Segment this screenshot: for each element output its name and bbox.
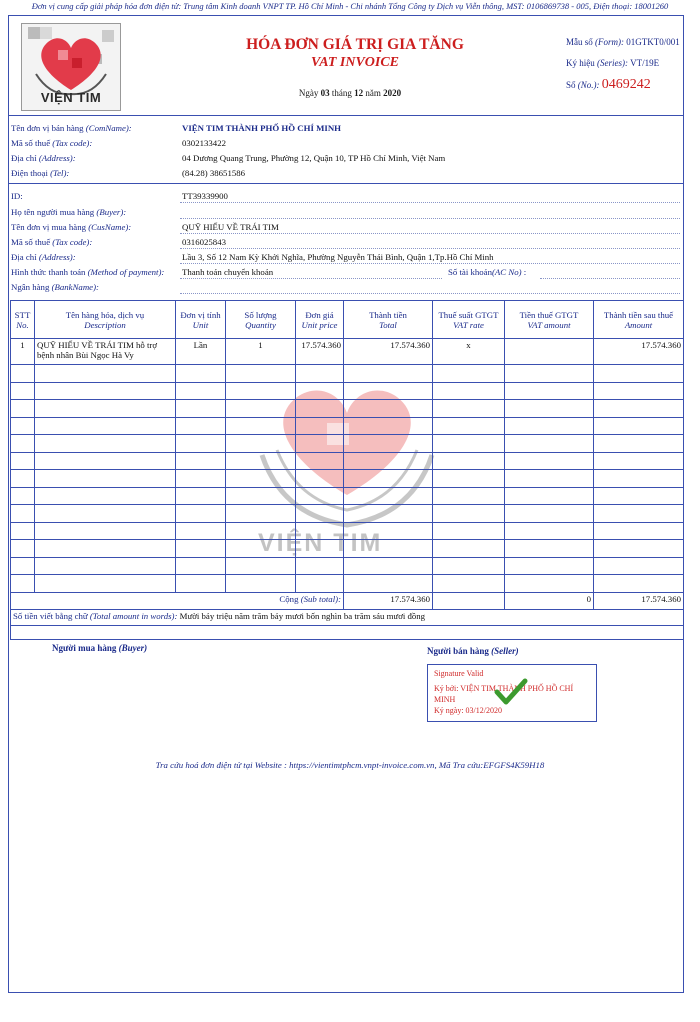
buyer-signature-label: Người mua hàng (Buyer)	[52, 643, 148, 653]
col-header: STT No.	[11, 301, 35, 339]
provider-note: Đơn vị cung cấp giải pháp hóa đơn điện tử: Trung tâm Kinh doanh VNPT TP. Hồ Chí Minh - Chi nhánh Tổng Công ty Dịch vụ Viễn thông, MST: 0106869738 - 005, Điện thoại: 18001260	[31, 1, 669, 11]
seller-tax-label: Mã số thuế (Tax code):	[11, 138, 93, 148]
col-header: Đơn giá Unit price	[296, 301, 344, 339]
table-row	[11, 400, 684, 418]
vat-total-value: 0	[505, 592, 594, 610]
table-row	[11, 435, 684, 453]
amount-in-words-row: Số tiền viết bằng chữ (Total amount in words): Mười bảy triệu năm trăm bảy mươi bốn nghìn ba trăm sáu mươi đồng	[11, 610, 684, 626]
invoice-title-en: VAT INVOICE	[310, 55, 400, 70]
invoice-date: Ngày 03 tháng 12 năm 2020	[298, 88, 402, 98]
date-month: 12	[354, 88, 364, 98]
table-row	[11, 487, 684, 505]
date-day: 03	[320, 88, 330, 98]
table-row: 1 QUỸ HIẾU VỀ TRÁI TIM hỗ trợ bệnh nhân Bùi Ngọc Hà Vy Lần 1 17.574.360 17.574.360 x 17.574.360	[11, 339, 684, 365]
seller-address-label: Địa chỉ (Address):	[11, 153, 76, 163]
buyer-id-label: ID:	[11, 191, 23, 201]
buyer-tax-label: Mã số thuế (Tax code):	[11, 237, 93, 247]
table-row	[11, 470, 684, 488]
col-header: Thuế suất GTGT VAT rate	[433, 301, 505, 339]
amount-in-words: Mười bảy triệu năm trăm bảy mươi bốn nghìn ba trăm sáu mươi đồng	[179, 611, 426, 621]
col-header: Thành tiền Total	[344, 301, 433, 339]
buyer-id: TT39339900	[182, 191, 228, 201]
subtotal-value: 17.574.360	[344, 592, 433, 610]
account-no-label: Số tài khoản(AC No) :	[448, 267, 527, 277]
bank-name-label: Ngân hàng (BankName):	[11, 282, 99, 292]
invoice-title-vn: HÓA ĐƠN GIÁ TRỊ GIA TĂNG	[246, 36, 464, 53]
buyer-address: Lầu 3, Số 12 Nam Kỳ Khởi Nghĩa, Phường Nguyễn Thái Bình, Quận 1,Tp.Hồ Chí Minh	[182, 252, 494, 262]
table-row	[11, 417, 684, 435]
subtotal-row: Cộng (Sub total): 17.574.360 0 17.574.360	[11, 592, 684, 610]
checkmark-icon	[494, 678, 528, 706]
table-header-row	[11, 301, 684, 339]
seller-tel: (84.28) 38651586	[182, 168, 246, 178]
buyer-company-label: Tên đơn vị mua hàng (CusName):	[11, 222, 132, 232]
series-number: Ký hiệu (Series): VT/19E	[566, 58, 660, 68]
buyer-tax: 0316025843	[182, 237, 226, 247]
payment-method-label: Hình thức thanh toán (Method of payment):	[11, 267, 165, 277]
watermark-wordmark: VIỆN TIM	[258, 529, 383, 557]
amount-total-value: 17.574.360	[594, 592, 684, 610]
signature-signer: Ký bởi: VIỆN TIM THÀNH PHỐ HỒ CHÍ MINH	[434, 684, 574, 704]
col-header: Đơn vị tính Unit	[176, 301, 226, 339]
table-row	[11, 382, 684, 400]
signature-date: Ký ngày: 03/12/2020	[434, 706, 502, 715]
form-number: Mẫu số (Form): 01GTKT0/001	[566, 37, 680, 47]
table-row	[11, 575, 684, 593]
table-row	[11, 522, 684, 540]
divider	[8, 183, 684, 184]
divider	[8, 115, 684, 116]
table-row	[11, 540, 684, 558]
seller-name: VIỆN TIM THÀNH PHỐ HỒ CHÍ MINH	[182, 123, 342, 133]
date-year: 2020	[383, 88, 402, 98]
item-description: QUỸ HIẾU VỀ TRÁI TIM hỗ trợ bệnh nhân Bùi Ngọc Hà Vy	[35, 339, 176, 365]
seller-address: 04 Dương Quang Trung, Phường 12, Quận 10, TP Hồ Chí Minh, Việt Nam	[182, 153, 446, 163]
table-row	[11, 557, 684, 575]
seller-tel-label: Điện thoại (Tel):	[11, 168, 70, 178]
logo-wordmark: VIỆN TIM	[40, 90, 102, 105]
signature-valid: Signature Valid	[434, 669, 484, 678]
seller-name-label: Tên đơn vị bán hàng (ComName):	[11, 123, 132, 133]
lookup-footer: Tra cứu hoá đơn điện tử tại Website : https://vientimtphcm.vnpt-invoice.com.vn, Mã Tra cứu:EFGFS4K59H18	[155, 760, 545, 770]
col-header: Tiền thuế GTGT VAT amount	[505, 301, 594, 339]
payment-method: Thanh toán chuyển khoản	[182, 267, 274, 277]
buyer-name-label: Họ tên người mua hàng (Buyer):	[11, 207, 127, 217]
buyer-address-label: Địa chỉ (Address):	[11, 252, 76, 262]
invoice-number: Số (No.): 0469242	[566, 77, 651, 92]
col-header: Tên hàng hóa, dịch vụ Description	[35, 301, 176, 339]
table-row	[11, 452, 684, 470]
table-row	[11, 365, 684, 383]
seller-signature-label: Người bán hàng (Seller)	[427, 646, 519, 656]
table-row	[11, 505, 684, 523]
items-table	[10, 300, 684, 640]
seller-tax: 0302133422	[182, 138, 226, 148]
buyer-company: QUỸ HIẾU VỀ TRÁI TIM	[182, 222, 279, 232]
col-header: Thành tiền sau thuế Amount	[594, 301, 684, 339]
col-header: Số lượng Quantity	[226, 301, 296, 339]
